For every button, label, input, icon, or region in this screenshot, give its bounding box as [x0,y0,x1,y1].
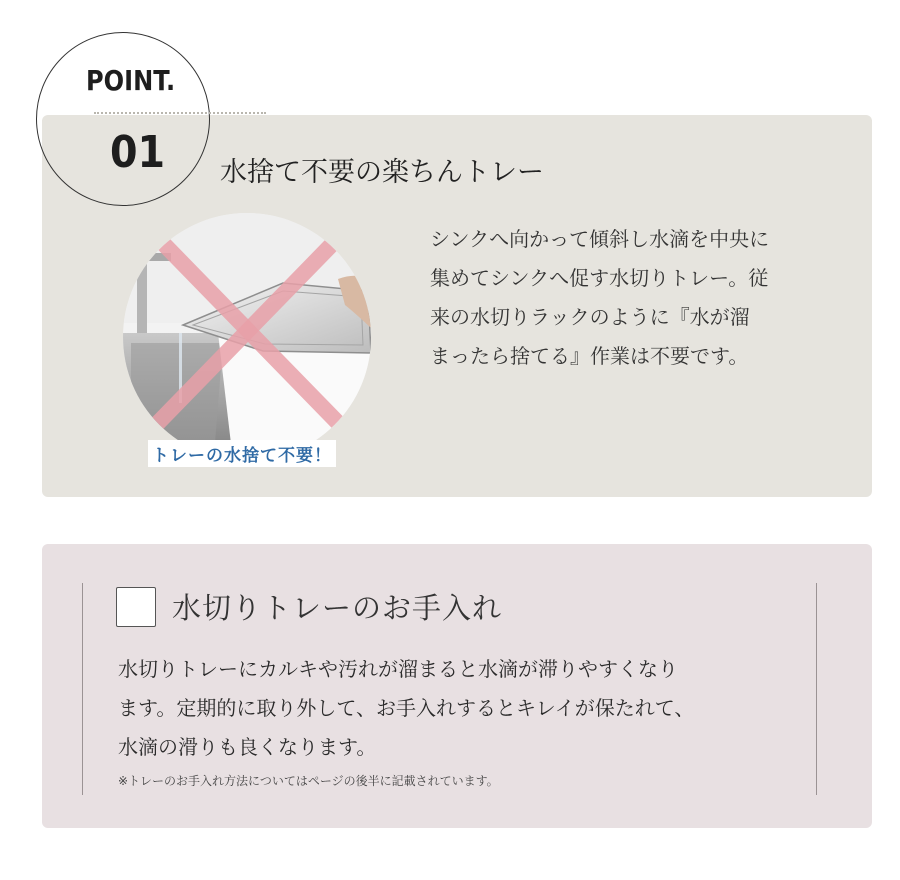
description-line: まったら捨てる』作業は不要です。 [430,344,749,368]
care-body [118,650,818,767]
tray-photo-illustration [123,213,371,461]
point-badge-circle [36,32,210,206]
care-note: ※トレーのお手入れ方法についてはページの後半に記載されています。 [118,774,499,788]
care-title: 水切りトレーのお手入れ [172,591,503,625]
tray-photo [123,213,371,461]
point-number: 01 [110,127,166,178]
description-line: 集めてシンクへ促す水切りトレー。従 [430,266,769,290]
dotted-divider [94,112,266,114]
body-line: 水滴の滑りも良くなります。 [118,735,377,759]
point-title: 水捨て不要の楽ちんトレー [220,157,544,188]
photo-caption: トレーの水捨て不要！ [148,440,336,467]
left-divider [82,583,83,795]
description-line: 来の水切りラックのように『水が溜 [430,305,750,329]
description-line: シンクへ向かって傾斜し水滴を中央に [430,227,770,251]
point-description [430,220,825,376]
point-label: POINT. [86,64,176,97]
body-line: ます。定期的に取り外して、お手入れするとキレイが保たれて、 [118,696,695,720]
checkbox-icon [116,587,156,627]
body-line: 水切りトレーにカルキや汚れが溜まると水滴が滞りやすくなり [118,657,678,681]
